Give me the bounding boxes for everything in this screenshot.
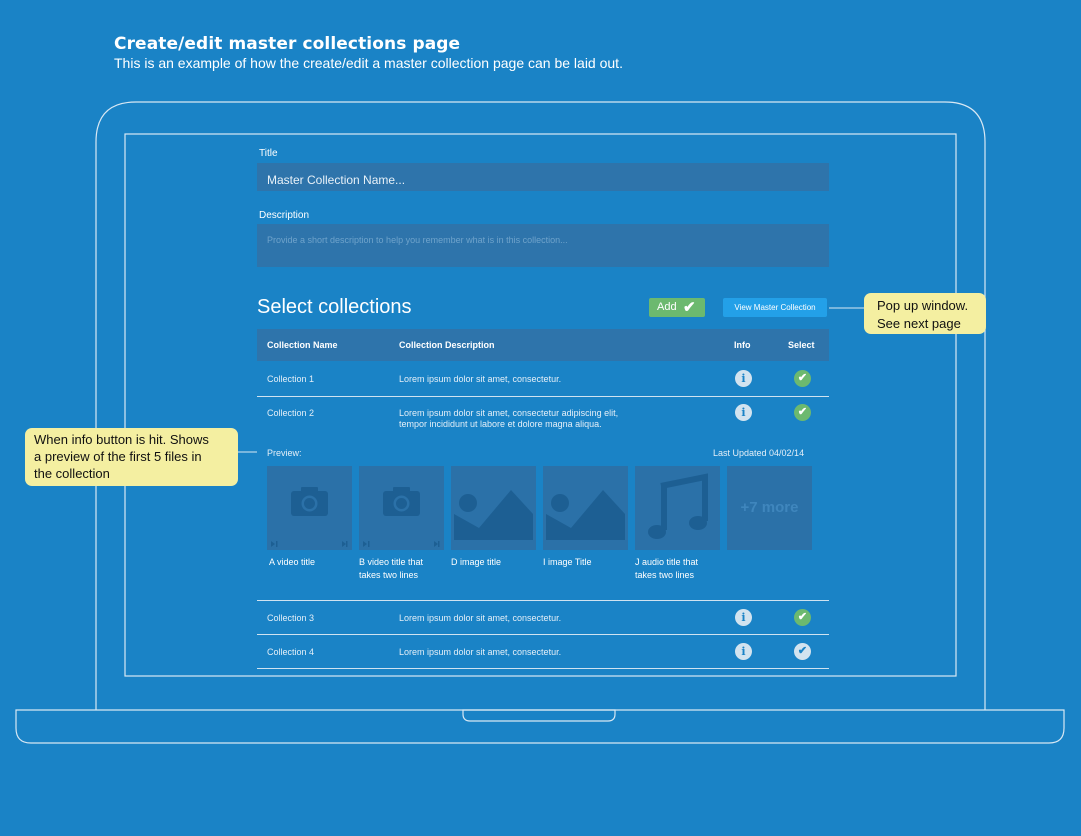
thumb-caption	[451, 556, 541, 569]
popup-callout	[864, 293, 986, 334]
select-check-icon[interactable]: ✔	[794, 609, 811, 626]
page-title: Create/edit master collections page	[114, 34, 461, 54]
row-divider	[257, 396, 829, 397]
add-button[interactable]	[649, 298, 705, 317]
description-line: Lorem ipsum dolor sit amet, consectetur adipiscing elit,	[399, 408, 619, 418]
caption-line: I image Title	[543, 557, 592, 567]
title-input[interactable]	[257, 163, 829, 191]
collection-name: Collection 1	[267, 374, 315, 384]
row-divider	[257, 600, 829, 601]
title-input-value: Master Collection Name...	[267, 173, 406, 187]
caption-line: takes two lines	[359, 570, 419, 580]
header-info: Info	[734, 340, 751, 350]
preview-thumb-video[interactable]	[267, 466, 352, 550]
collection-description	[399, 408, 618, 430]
camera-icon	[267, 466, 352, 550]
select-check-icon[interactable]: ✔	[794, 643, 811, 660]
preview-thumb-video[interactable]	[359, 466, 444, 550]
select-collections-heading: Select collections	[257, 296, 412, 318]
callout-line: Pop up window.	[877, 298, 969, 313]
caption-line: D image title	[451, 557, 502, 567]
collection-description: Lorem ipsum dolor sit amet, consectetur.	[399, 613, 562, 623]
page-subtitle: This is an example of how the create/edit a master collection page can be laid out.	[114, 55, 623, 71]
row-divider	[257, 668, 829, 669]
caption-line: A video title	[269, 557, 316, 567]
description-input[interactable]	[257, 224, 829, 267]
preview-thumb-image[interactable]	[451, 466, 536, 550]
preview-more-button[interactable]	[727, 466, 812, 550]
caption-line: J audio title that	[635, 557, 699, 567]
collection-name: Collection 2	[267, 408, 315, 418]
preview-label: Preview:	[267, 448, 302, 458]
table-header	[257, 329, 829, 361]
description-line: tempor incididunt ut labore et dolore magna aliqua.	[399, 419, 602, 429]
add-button-label: Add	[657, 301, 677, 313]
description-placeholder: Provide a short description to help you remember what is in this collection...	[267, 235, 568, 245]
caption-line: B video title that	[359, 557, 424, 567]
thumb-caption	[635, 556, 725, 582]
description-label: Description	[259, 210, 310, 221]
header-select: Select	[788, 340, 815, 350]
header-collection-description: Collection Description	[399, 340, 495, 350]
header-collection-name: Collection Name	[267, 340, 338, 350]
caption-line: takes two lines	[635, 570, 695, 580]
info-callout	[25, 428, 238, 486]
info-icon[interactable]: i	[735, 370, 752, 387]
info-icon[interactable]: i	[735, 609, 752, 626]
thumb-caption	[359, 556, 449, 582]
camera-icon	[359, 466, 444, 550]
select-check-icon[interactable]: ✔	[794, 404, 811, 421]
title-label: Title	[259, 148, 278, 159]
callout-line: the collection	[34, 466, 110, 481]
thumb-caption	[543, 556, 633, 569]
collection-name: Collection 4	[267, 647, 315, 657]
collection-name: Collection 3	[267, 613, 315, 623]
info-icon[interactable]: i	[735, 404, 752, 421]
preview-thumb-audio[interactable]	[635, 466, 720, 550]
row-divider	[257, 634, 829, 635]
last-updated: Last Updated 04/02/14	[713, 448, 805, 458]
more-label: +7 more	[740, 499, 799, 516]
collection-description: Lorem ipsum dolor sit amet, consectetur.	[399, 647, 562, 657]
view-master-collection-button[interactable]: View Master Collection	[723, 298, 827, 317]
image-icon	[543, 466, 628, 550]
select-check-icon[interactable]: ✔	[794, 370, 811, 387]
callout-line: See next page	[877, 316, 961, 331]
collection-description: Lorem ipsum dolor sit amet, consectetur.	[399, 374, 562, 384]
preview-thumb-image[interactable]	[543, 466, 628, 550]
check-icon: ✔	[683, 299, 696, 316]
info-icon[interactable]: i	[735, 643, 752, 660]
music-note-icon	[635, 466, 720, 550]
thumb-caption	[269, 556, 359, 569]
image-icon	[451, 466, 536, 550]
callout-line: When info button is hit. Shows	[34, 432, 209, 447]
callout-line: a preview of the first 5 files in	[34, 449, 202, 464]
